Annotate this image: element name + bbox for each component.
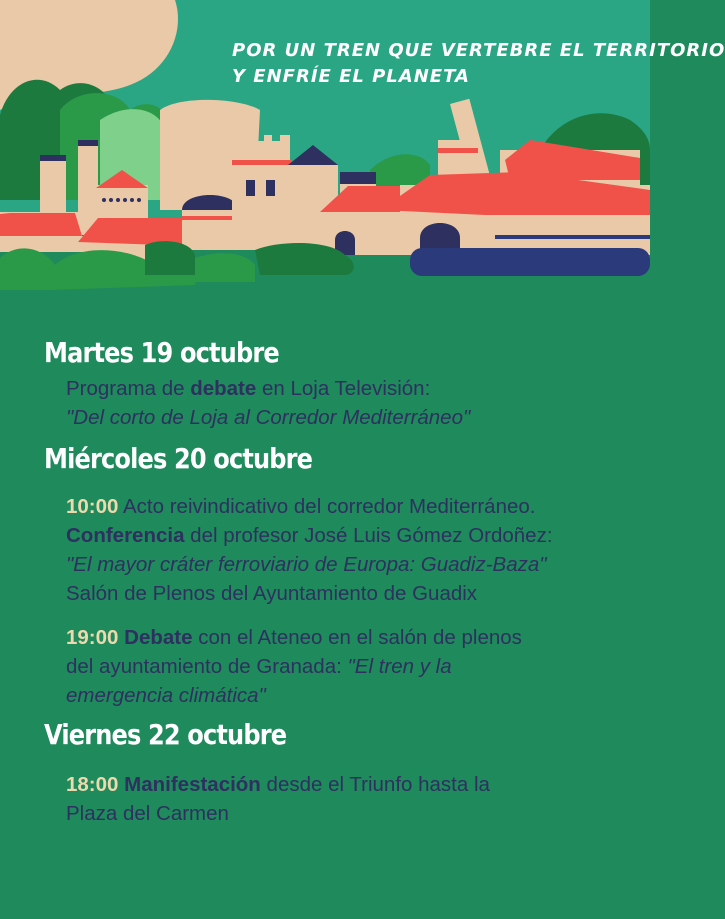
day-heading-viernes: Viernes 22 octubre (44, 718, 287, 751)
event-time: 10:00 (66, 495, 119, 518)
event-keyword: Debate (124, 626, 193, 649)
day-heading-miercoles: Miércoles 20 octubre (44, 442, 313, 475)
slogan (232, 38, 725, 90)
event-text: con el Ateneo en el salón de plenos (192, 626, 522, 649)
event-place: Salón de Plenos del Ayuntamiento de Guadix (66, 582, 478, 605)
event-keyword: Manifestación (124, 773, 261, 796)
event-martes-debate (66, 374, 636, 432)
event-keyword: Conferencia (66, 524, 185, 547)
event-text: en Loja Televisión: (256, 377, 431, 400)
slogan-line-1: POR UN TREN QUE VERTEBRE EL TERRITORIO (232, 40, 725, 61)
event-text: desde el Triunfo hasta la (260, 773, 490, 796)
event-miercoles-conferencia (66, 492, 636, 608)
event-keyword: debate (190, 377, 257, 400)
event-quote: emergencia climática" (66, 684, 266, 707)
event-time: 19:00 (66, 626, 119, 649)
event-line: Plaza del Carmen (66, 802, 229, 825)
event-line (66, 492, 636, 521)
event-text: del ayuntamiento de Granada: (66, 655, 348, 678)
event-text: Acto reivindicativo del corredor Mediterráneo. (118, 495, 536, 518)
slogan-line-2: Y ENFRÍE EL PLANETA (232, 66, 470, 87)
event-quote: "Del corto de Loja al Corredor Mediterráneo" (66, 406, 471, 429)
event-line (66, 623, 636, 652)
event-miercoles-debate (66, 623, 636, 710)
event-viernes-manifestacion (66, 770, 636, 828)
event-quote: "El tren y la (347, 655, 452, 678)
event-line (66, 770, 636, 799)
event-line (66, 374, 636, 403)
event-time: 18:00 (66, 773, 119, 796)
event-quote: "El mayor cráter ferroviario de Europa: Guadiz-Baza" (66, 553, 547, 576)
event-text: del profesor José Luis Gómez Ordoñez: (184, 524, 553, 547)
event-line (66, 521, 636, 550)
day-heading-martes: Martes 19 octubre (44, 336, 279, 369)
event-line (66, 652, 636, 681)
event-text: Programa de (66, 377, 191, 400)
